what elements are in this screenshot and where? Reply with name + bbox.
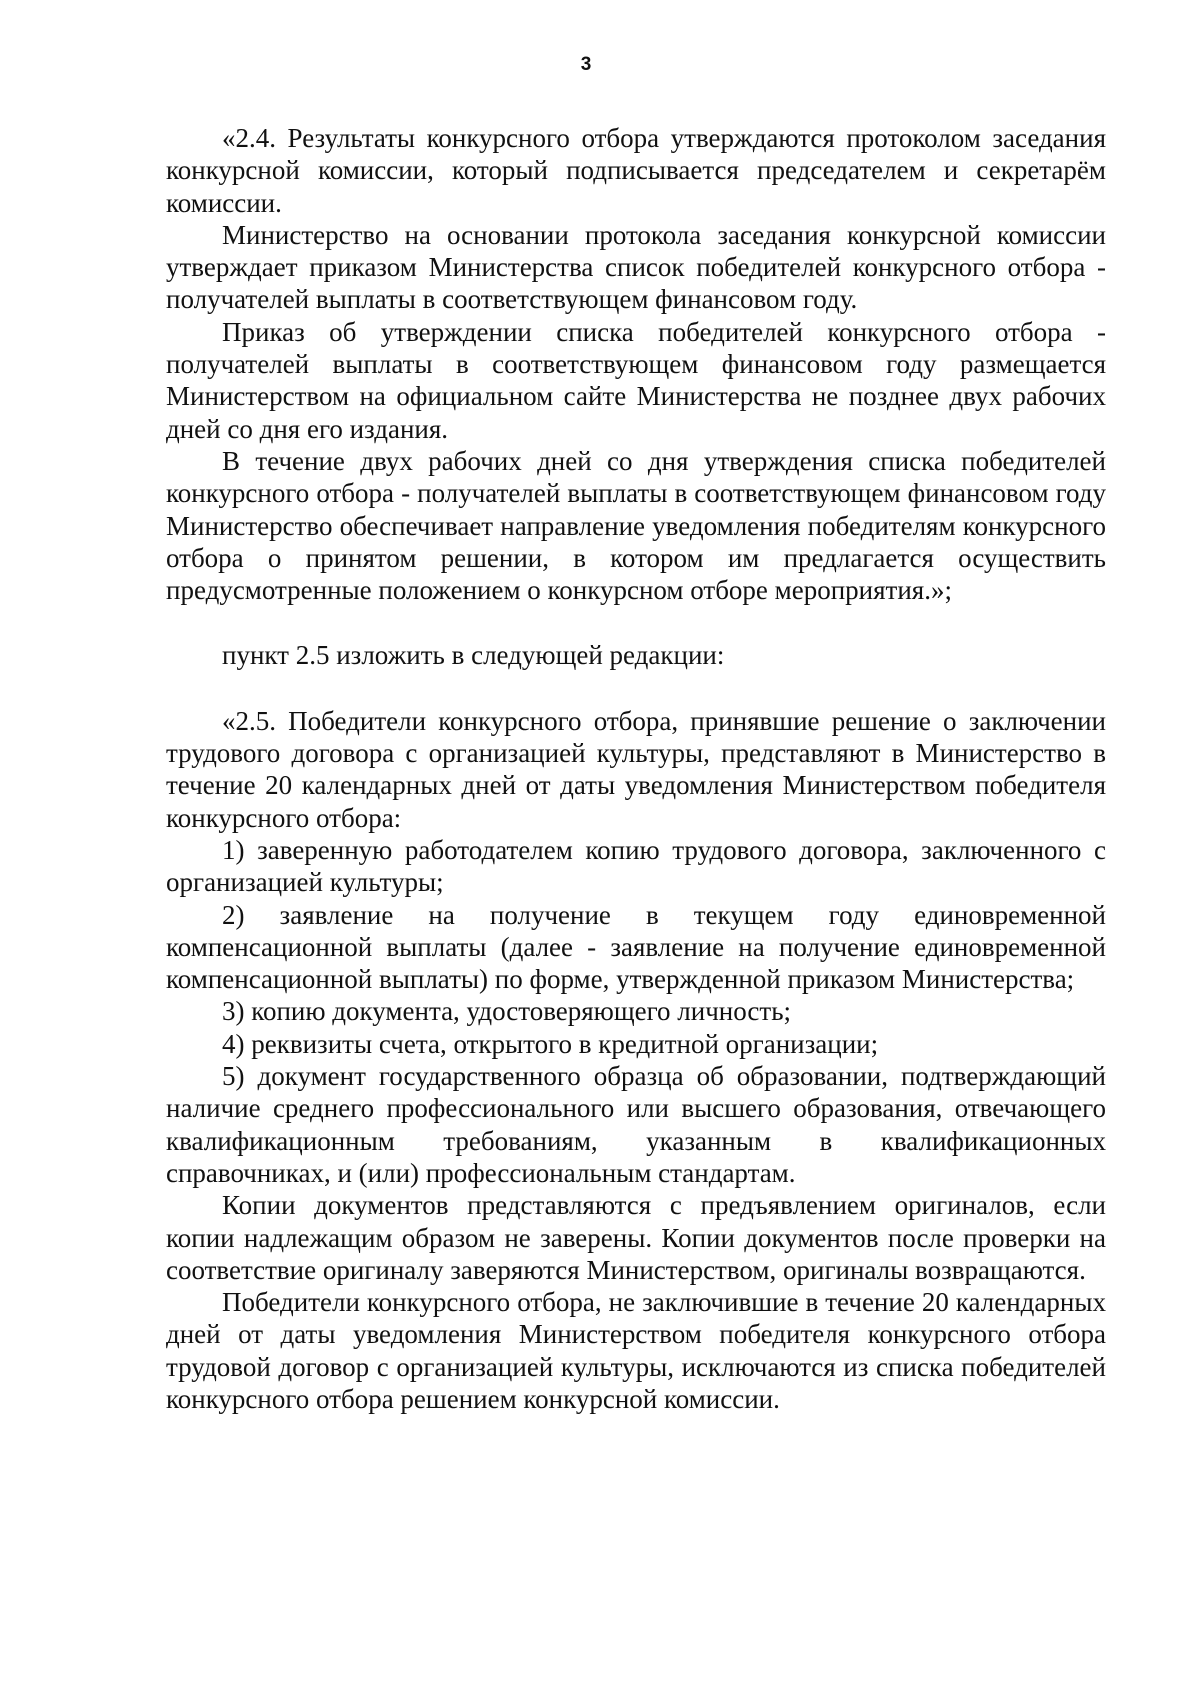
list-item-1: 1) заверенную работодателем копию трудового договора, заключенного с организацией культуры;: [166, 834, 1106, 898]
document-body: [166, 122, 1106, 1415]
page-number: 3: [580, 54, 592, 75]
paragraph-2-4-results: «2.4. Результаты конкурсного отбора утверждаются протоколом заседания конкурсной комиссии, который подписывается председателем и секретарём комиссии.: [166, 123, 1106, 218]
list-item-4: 4) реквизиты счета, открытого в кредитной организации;: [222, 1028, 879, 1059]
paragraph-notification: В течение двух рабочих дней со дня утверждения списка победителей конкурсного отбора - получателей выплаты в соответствующем финансовом году Министерство обеспечивает направление уведомления победителям конкурсного отбора о принятом решении, в котором им предлагается осуществить предусмотренные положением о конкурсном отборе мероприятия.»;: [166, 445, 1106, 606]
paragraph-document-copies: Копии документов представляются с предъявлением оригиналов, если копии надлежащим образом не заверены. Копии документов после проверки на соответствие оригиналу заверяются Министерством, оригиналы возвращаются.: [166, 1190, 1106, 1285]
list-item-3: 3) копию документа, удостоверяющего личность;: [222, 996, 792, 1027]
paragraph-order-publication: Приказ об утверждении списка победителей конкурсного отбора - получателей выплаты в соответствующем финансовом году размещается Министерством на официальном сайте Министерства не позднее двух рабочих дней со дня его издания.: [166, 316, 1106, 444]
list-item-5: 5) документ государственного образца об образовании, подтверждающий наличие среднего профессионального или высшего образования, отвечающего квалификационным требованиям, указанным в квалификационных справочниках, и (или) профессиональным стандартам.: [166, 1061, 1106, 1188]
paragraph-2-5-winners: «2.5. Победители конкурсного отбора, принявшие решение о заключении трудового договора с организацией культуры, представляют в Министерство в течение 20 календарных дней от даты уведомления Министерством победителя конкурсного отбора:: [166, 705, 1106, 833]
paragraph-exclusion: Победители конкурсного отбора, не заключившие в течение 20 календарных дней от даты уведомления Министерством победителя конкурсного отбора трудовой договор с организацией культуры, исключаются из списка победителей конкурсного отбора решением конкурсной комиссии.: [166, 1287, 1106, 1414]
list-item-2: 2) заявление на получение в текущем году единовременной компенсационной выплаты (далее - заявление на получение единовременной компенсационной выплаты) по форме, утвержденной приказом Министерства;: [166, 899, 1106, 995]
paragraph-amendment-intro: пункт 2.5 изложить в следующей редакции:: [222, 640, 725, 671]
paragraph-ministry-approval: Министерство на основании протокола заседания конкурсной комиссии утверждает приказом Министерства список победителей конкурсного отбора - получателей выплаты в соответствующем финансовом году.: [166, 219, 1106, 315]
